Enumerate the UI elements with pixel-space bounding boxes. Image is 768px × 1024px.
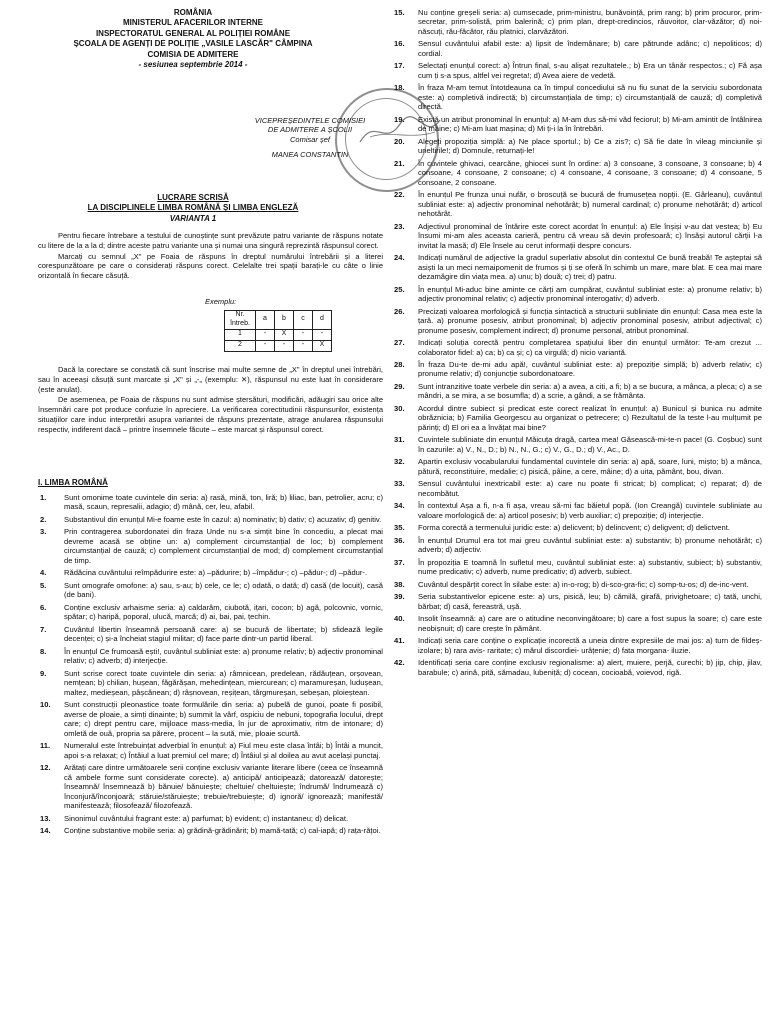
question-text: Există un atribut pronominal în enunțul: a) M-am dus să-mi văd fecioruI; b) Mi-am amintit de întâlnirea de mâine; c) Mi-am luat mașina; d) Mi ți-i la în întrebări. (418, 114, 762, 134)
example-cell: - (294, 329, 313, 340)
example-cell: - (256, 329, 275, 340)
question-text: Cuvântul libertin înseamnă persoană care: a) se bucură de libertate; b) sfidează legile decenței; c) și-a încheiat stagiul militar; d) face parte dintr-un partid liberal. (64, 624, 383, 644)
example-cell: - (275, 340, 294, 351)
question-item (38, 814, 383, 823)
question-text: În contextul Așa a fi, n-a fi așa, vreau să-mi fac băietul popă. (Ion Creangă) cuvintele subliniate au valoare morfologică de: a) articol posesiv; b) verb auxiliar; c) prepoziție; d) interjecție. (418, 501, 762, 520)
instructions-continued (38, 365, 383, 435)
question-text: Acordul dintre subiect și predicat este corect realizat în enunțul: a) Bunicul și bunica nu admite obrăznicia; b) Familia Georgescu au organizat o petrecere; c) Rezultatul de la teste l-au mulțumit pe părinți; d) El ori ea a învățat mai bine? (418, 403, 762, 432)
question-number: 39. (394, 592, 405, 602)
question-item (392, 39, 762, 58)
question-item (392, 83, 762, 111)
question-number: 29. (394, 381, 405, 391)
question-text: Sunt scrise corect toate cuvintele din seria: a) râmnicean, predelean, rădăuțean, orșovean, nemțean; b) chilian, hușean, făgărășan, mehedințean, miercurean; c) maramureșan, ludușean, maltez, medieșean, pâșcănean; d) râșnovean, reșițean, târgmureșan, sebeșan, ploieștean. (64, 668, 383, 697)
question-number: 27. (394, 338, 405, 348)
question-number: 40. (394, 614, 405, 624)
question-item (392, 404, 762, 432)
question-number: 18. (394, 83, 405, 93)
question-text: Indicați numărul de adjective la gradul superlativ absolut din contextul Ce bună treabă! Te așteptai să asiști la un meci nemaipomenit de frumos și ți se oferă în schimb un mare, mare blat. E cea mai mare dezamăgire din viața mea. a) unu; b) două; c) trei; d) patru. (418, 253, 762, 282)
example-cell: - (313, 329, 332, 340)
title-variant: VARIANTA 1 (169, 213, 217, 223)
question-item (392, 137, 762, 156)
header-school: ȘCOALA DE AGENȚI DE POLIȚIE „VASILE LASCĂR" CÂMPINA (73, 39, 313, 49)
header-ministry: MINISTERUL AFACERILOR INTERNE (122, 18, 263, 28)
signature-role: VICEPREȘEDINTELE COMISIEI (254, 116, 366, 125)
question-text: Substantivul din enunțul Mi-e foame este în cazul: a) nominativ; b) dativ; c) acuzativ; d) genitiv. (64, 514, 382, 524)
question-item (392, 592, 762, 611)
question-number: 22. (394, 190, 405, 200)
question-number: 9. (40, 668, 47, 678)
question-number: 21. (394, 158, 405, 168)
question-text: În propoziția E toamnă în sufletul meu, cuvântul subliniat este: a) substantiv, subiect; b) substantiv, nume predicativ; c) adverb, nume predicativ; d) adverb, subiect. (418, 557, 762, 577)
signature-block (225, 116, 395, 160)
question-number: 13. (40, 813, 51, 823)
example-header-cell: a (256, 311, 275, 330)
question-item (392, 159, 762, 187)
question-item (38, 568, 383, 577)
question-number: 32. (394, 457, 405, 467)
exam-title (0, 193, 386, 224)
question-number: 3. (40, 527, 47, 537)
question-number: 23. (394, 221, 405, 231)
question-number: 31. (394, 435, 405, 445)
question-text: Rădăcina cuvântului reîmpădurire este: a) –pădurire; b) –împădur-; c) –pădur-; d) –pădur-. (64, 568, 368, 578)
question-number: 20. (394, 136, 405, 146)
question-number: 12. (40, 763, 51, 773)
question-item (392, 285, 762, 304)
question-number: 6. (40, 602, 47, 612)
question-number: 14. (40, 826, 51, 836)
title-line-2: LA DISCIPLINELE LIMBA ROMÂNĂ ȘI LIMBA ENGLEZĂ (87, 203, 299, 213)
question-item (392, 307, 762, 335)
question-item (392, 558, 762, 577)
question-number: 38. (394, 579, 405, 589)
question-item (392, 8, 762, 36)
example-cell: 2 (225, 340, 256, 351)
question-text: Identificați seria care conține exclusiv regionalisme: a) alert, muiere, perjă, curechi; b) jip, chip, jilav, barabule; c) arină, pită, sămadau, lubeniță; d) cocean, cocioabă, voievod, rigă. (418, 658, 762, 677)
question-item (38, 647, 383, 666)
question-text: Prin contragerea subordonatei din fraza Unde nu s-a simțit bine în concediu, a plecat mai devreme acasă se obține un: a) complement circumstanțial de loc; b) complement circumstanțial de cauză; c) complement circumstanțial de mod; d) complement circumstanțial de timp. (64, 527, 383, 565)
question-text: În enunțul Mi-aduc bine aminte ce cărți am cumpărat, cuvântul subliniat este: a) pronume relativ; b) adjectiv pronominal relativ; c) adjectiv pronominal interogativ; d) adverb. (418, 284, 762, 304)
question-item (392, 382, 762, 401)
question-text: În fraza M-am temut întotdeauna ca în timpul concediului să nu fiu sunat de la serviciu subordonata este: a) completivă indirectă; b) circumstanțiala de timp; c) circumstanțială de cauză; d) completivă directă. (418, 83, 762, 112)
question-number: 10. (40, 700, 51, 710)
question-number: 25. (394, 284, 405, 294)
question-item (38, 527, 383, 565)
question-number: 17. (394, 61, 405, 71)
question-text: Sunt omografe omofone: a) sau, s-au; b) cele, ce le; c) odată, o dată; d) casă (de locuit), casă (de bani). (64, 580, 383, 600)
instructions-paragraph-2: Marcați cu semnul „X" pe Foaia de răspuns în dreptul numărului întrebării și a literei corespunzătoare pe care o considerați răspuns corect. Celelalte trei spații barați-le cu câte o linie orizontală în fiecare căsuță. (38, 251, 383, 280)
question-number: 4. (40, 568, 47, 578)
question-list-left (38, 493, 383, 839)
question-text: În enunțul Pe frunza unui nufăr, o broscuță se bucură de frumusețea nopții. (E. Gârleanu), cuvântul subliniat este: a) adjectiv pronominal nehotărât; b) numeral cardinal; c) pronume nehotărât; d) articol nehotărât. (418, 190, 762, 219)
signature-role-2: DE ADMITERE A ȘCOLII (267, 125, 353, 135)
question-item (392, 658, 762, 677)
question-item (392, 190, 762, 218)
title-line-1: LUCRARE SCRISĂ (157, 193, 229, 202)
question-item (392, 457, 762, 476)
question-text: Insolit înseamnă: a) care are o atitudine neconvingătoare; b) care a fost supus la soare; c) care este neobișnuit; d) care crește în pământ. (418, 614, 762, 633)
question-text: În enunțul Drumul era tot mai greu cuvântul subliniat este: a) substantiv; b) pronume nehotărât; c) adverb; d) adjectiv. (418, 535, 762, 555)
example-table-header (225, 311, 332, 330)
question-number: 1. (40, 493, 47, 502)
question-text: Forma corectă a termenului juridic este: a) delicvent; b) delincvent; c) deligvent; d) delictvent. (418, 523, 730, 533)
question-item (392, 360, 762, 379)
example-cell: 1 (225, 329, 256, 340)
question-item (392, 338, 762, 357)
question-text: Arătați care dintre următoarele serii conține exclusiv variante literare libere (ceea ce înseamnă că ambele forme sunt considerate corecte). a) anticipă/ anticipează; datorează/ datorește; înseamnă/ însemnează b) bănuie/ bănuiește; cheltuie/ cheltuiește; îndrumă/ îndrumează c) înconjură/înconjoară; stăruie/stăruiește; trebuie/trebuiește; d) ignoră/ ignorează; manifestă/ manifestează; filosofează/ filozofează. (64, 763, 383, 811)
question-number: 2. (40, 514, 47, 524)
question-number: 30. (394, 403, 405, 413)
signature-rank: Comisar șef (289, 134, 330, 144)
question-number: 8. (40, 646, 47, 656)
example-header-cell: Nr. întreb. (225, 311, 256, 330)
question-text: Sinonimul cuvântului fragrant este: a) parfumat; b) evident; c) instantaneu; d) delicat. (64, 813, 349, 823)
question-item (38, 625, 383, 644)
question-text: În enunțul Ce frumoasă ești!, cuvântul subliniat este: a) pronume relativ; b) adjectiv pronominal relativ; c) adverb; d) interjecție. (64, 646, 383, 666)
example-table-row (225, 329, 332, 340)
example-header-cell: d (313, 311, 332, 330)
question-number: 5. (40, 580, 47, 590)
question-number: 16. (394, 39, 405, 49)
question-text: Alegeți propoziția simplă: a) Ne place sportul.; b) Ce a zis?; c) Să fie date în vileag minciunile și uneltirile!; d) Domnule, returnați-le! (418, 136, 762, 156)
question-number: 34. (394, 501, 405, 511)
example-label: Exemplu: (205, 297, 237, 306)
question-text: Adjectivul pronominal de întărire este corect acordat în enunțul: a) Ele înșiși v-au dat vestea; b) Eu însumi mi-am ales aceasta carieră, pentru că vreau să devin profesoară; c) însăși autorul cărții l-a invitat la masă; d) Ele însele au cerut informații despre concurs. (418, 221, 762, 250)
question-item (38, 669, 383, 697)
example-header-cell: c (294, 311, 313, 330)
question-item (392, 253, 762, 281)
question-text: Sensul cuvântului inextricabil este: a) care nu poate fi stricat; b) complicat; c) reparat; d) de necombătut. (418, 479, 762, 498)
question-text: Cuvântul despărțit corect în silabe este: a) in-o-rog; b) di-sco-gra-fic; c) somp-tu-os; d) de-inc-vent. (418, 579, 749, 589)
question-number: 7. (40, 624, 47, 634)
question-item (392, 222, 762, 250)
question-text: Nu conține greșeli seria: a) cumsecade, prim-ministru, bunăvoință, prim rang; b) prim procuror, prim-secretar, prim-solistă, prim balerină; c) prim plan, drept-credincios, răuvoitor, clar-văzător; d) noi-născuți, rău-făcător, rău platnici, clarvăzători. (418, 8, 762, 36)
instructions-paragraph-3: Dacă la corectare se constată că sunt înscrise mai multe semne de „X" în dreptul unei întrebări, sau în aceeași căsuță sunt marcate și „X" și „-„ (exemplu: ✕), răspunsul nu este luat în considerare (este anulat). (38, 365, 383, 394)
question-text: Indicați soluția corectă pentru completarea spațiului liber din enunțul următor: Te-am crezut ... colaborator fidel: a) ca; b) ca și; c) ca virgulă; d) nicio variantă. (418, 338, 762, 357)
header-country: ROMÂNIA (173, 8, 213, 17)
question-item (392, 636, 762, 655)
question-item (392, 435, 762, 454)
question-number: 26. (394, 306, 405, 316)
question-text: Apartin exclusiv vocabularului fundamental cuvintele din seria: a) apă, soare, luni, mișto; b) a mânca, pătură, reconstituire, medalie; c) pisică, pâine, a cere, mâine; d) a uita, pământ, bou, divan. (418, 457, 762, 476)
question-number: 15. (394, 8, 405, 17)
question-number: 24. (394, 253, 405, 263)
question-item (392, 523, 762, 532)
question-number: 37. (394, 557, 405, 567)
question-item (392, 536, 762, 555)
question-item (38, 581, 383, 600)
section-title: I. LIMBA ROMÂNĂ (38, 478, 108, 487)
question-number: 36. (394, 535, 405, 545)
question-text: În cuvintele ghivaci, cearcăne, ghiocei sunt în ordine: a) 3 consoane, 3 consoane, 3 consoane; b) 4 consoane, 4 consoane, 2 consoane; c) 4 consoane, 4 consoane, 3 consoane; d) 4 consoane, 5 consoane, 2 consoane. (418, 158, 762, 187)
example-header-cell: b (275, 311, 294, 330)
question-text: Selectați enunțul corect: a) Întrun final, s-au alișat rezultatele.; b) Era un tânăr respectos.; c) Fă așa cum ți s-a spus, altfel vei regreta!; d) Avea aiere de vedetă. (418, 61, 762, 80)
question-list-right (392, 8, 762, 680)
question-text: Sunt intranzitive toate verbele din seria: a) a avea, a citi, a fi; b) a se bucura, a mânca, a pleca; c) a se mândri, a se mira, a se bosumfla; d) a scrie, a gândi, a se frământa. (418, 381, 762, 401)
instructions-paragraph-4: De asemenea, pe Foaia de răspuns nu sunt admise ștersături, modificări, adăugiri sau orice alte însemnări care pot produce confuzie în apreciere. La verificarea corectitudinii răspunsurilor, existența situațiilor care induc interpretări asupra variantei de răspuns prezentate, atrage anularea răspunsului respectiv, indiferent dacă – printre însemnele făcute – este marcat și răspunsul corect. (38, 395, 383, 434)
question-item (392, 614, 762, 633)
example-cell: - (294, 340, 313, 351)
example-cell: X (275, 329, 294, 340)
question-text: Conține exclusiv arhaisme seria: a) caldarâm, ciubotă, ițari, cocon; b) agă, polcovnic, vornic, spătar; c) haripă, poporal, ulucă, marcă; d) ai, bai, pai, țechin. (64, 602, 383, 622)
question-text: În fraza Du-te de-mi adu apă!, cuvântul subliniat este: a) prepoziție simplă; b) adverb relativ; c) pronume relativ; d) conjuncție subordonatoare. (418, 359, 762, 379)
question-item (38, 603, 383, 622)
question-number: 42. (394, 658, 405, 668)
question-text: Sunt omonime toate cuvintele din seria: a) rasă, mină, ton, liră; b) liliac, ban, petrolier, acru; c) masă, scaun, represalii, adagio; d) mână, cer, leu, afabil. (64, 493, 383, 512)
question-text: Cuvintele subliniate din enunțul Măicuța dragă, cartea mea! Găsească-mi-te-n pace! (G. Coșbuc) sunt în cazurile: a) V., N., D.; b) N., N., G.; c) V., G., D.; d) V., Ac., D. (418, 435, 762, 454)
question-item (392, 501, 762, 520)
question-item (38, 515, 383, 524)
example-table (224, 310, 332, 352)
question-item (392, 580, 762, 589)
question-number: 35. (394, 523, 405, 533)
example-cell: X (313, 340, 332, 351)
question-item (392, 479, 762, 498)
question-text: Precizați valoarea morfologică și funcția sintactică a structurii subliniate din enunțul: Casa mea este la țară. a) pronume posesiv, atribut pronominal; b) adjectiv pronominal posesiv, atribut adjectival; c) pronume posesiv, complement indirect; d) pronume personal, atribut pronominal. (418, 306, 762, 335)
example-cell: - (256, 340, 275, 351)
institution-header (0, 8, 386, 70)
signature-name: MANEA CONSTANTIN (271, 150, 349, 160)
header-inspectorate: INSPECTORATUL GENERAL AL POLIȚIEI ROMÂNE (95, 28, 291, 38)
question-item (38, 826, 383, 835)
question-text: Sensul cuvântului afabil este: a) lipsit de îndemânare; b) care pătrunde adânc; c) nepoliticos; d) cordial. (418, 39, 762, 58)
question-item (38, 741, 383, 760)
question-number: 28. (394, 359, 405, 369)
question-number: 11. (40, 741, 51, 751)
header-session: - sesiunea septembrie 2014 - (138, 59, 248, 69)
question-text: Conține substantive mobile seria: a) grădină-grădinărit; b) mamă-tată; c) cal-iapă; d) rața-rățoi. (64, 826, 381, 836)
question-text: Numeralul este întrebuințat adverbial în enunțul: a) Fiul meu este clasa întâi; b) Întâi a muncit, apoi s-a relaxat; c) Întâiul a luat premiul cel mare; d) Întâiul și al doilea au avut același punctaj. (64, 741, 383, 760)
question-item (38, 700, 383, 738)
question-item (392, 115, 762, 134)
question-text: Seria substantivelor epicene este: a) urs, pisică, leu; b) cămilă, girafă, privighetoare; c) tată, unchi, bărbat; d) casă, fereastră, ușă. (418, 592, 762, 611)
question-number: 33. (394, 479, 405, 489)
example-table-row (225, 340, 332, 351)
question-text: Indicați seria care conține o explicație incorectă a uneia dintre expresiile de mai jos: a) turn de fildeș- izolare; b) rara avis- raritate; c) mărul discordiei- urâțenie; d) fata morgana- iluzie. (418, 636, 762, 655)
question-text: Sunt construcții pleonastice toate formulările din seria: a) pubelă de gunoi, poate fi posibil, averse de ploaie, a simți dinainte; b) summit la vârf, ospiciu de nebuni, topografia locului, drept care; c) drept pentru care, mijloace mass-media, în jur de aproximativ, ritm de intonare; d) omletă de ouă, propria sa părere, procent – la sută, mie, ploaie scurtă. (64, 700, 383, 738)
question-number: 19. (394, 114, 405, 124)
question-item (38, 493, 383, 512)
instructions (38, 231, 383, 282)
question-item (38, 763, 383, 810)
header-commission: COMISIA DE ADMITERE (147, 49, 239, 59)
instructions-paragraph-1: Pentru fiecare întrebare a testului de cunoștințe sunt prevăzute patru variante de răspuns notate cu litere de la a la d; dintre aceste patru variante una și numai una singură reprezintă răspunsul corect. (38, 231, 383, 250)
question-number: 41. (394, 636, 405, 646)
question-item (392, 61, 762, 80)
